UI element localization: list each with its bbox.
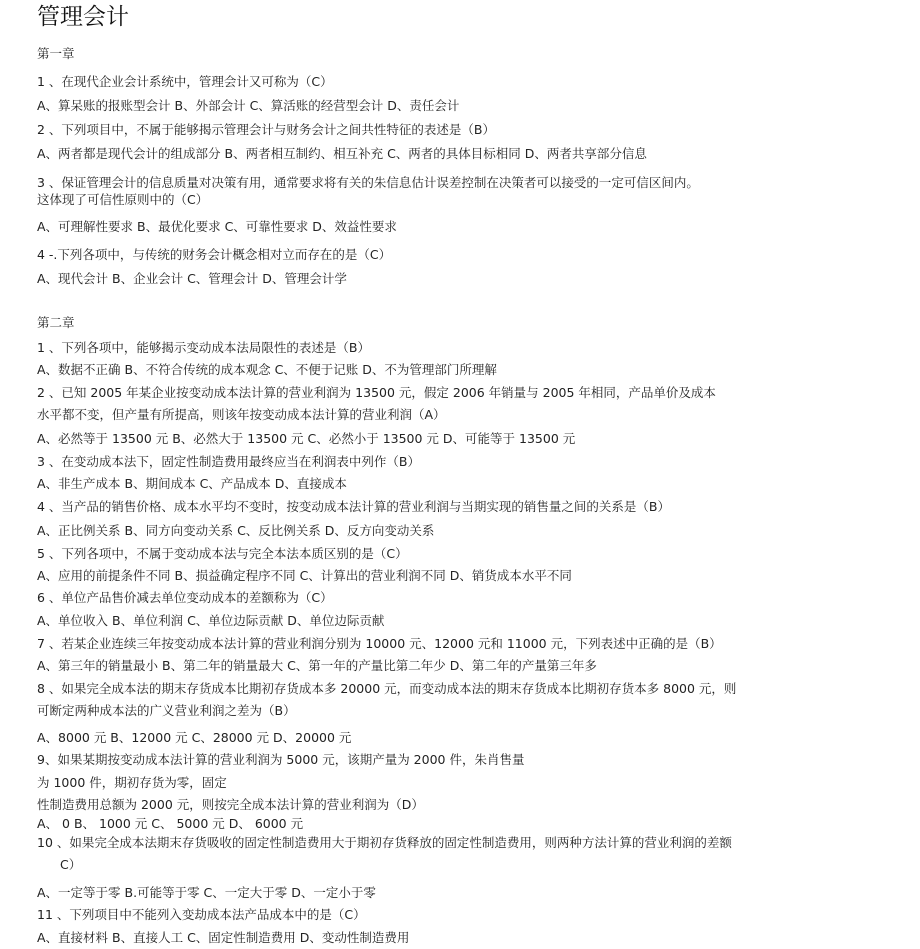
- ch1-question-4: 4 -.下列各项中，与传统的财务会计概念相对立而存在的是（C）: [37, 247, 392, 262]
- ch1-options-2: A、两者都是现代会计的组成部分 B、两者相互制约、相互补充 C、两者的具体目标相同 D、两者共享部分信息: [37, 146, 647, 161]
- ch2-question-11: 11 、下列项目中不能列入变劫成本法产品成本中的是（C）: [37, 907, 366, 922]
- ch2-options-10: A、一定等于零 B.可能等于零 C、一定大于零 D、一定小于零: [37, 885, 376, 900]
- ch2-question-1: 1 、下列各项中，能够揭示变动成本法局限性的表述是（B）: [37, 340, 371, 355]
- ch2-question-9-cont: 为 1000 件，期初存货为零，固定: [37, 775, 227, 790]
- ch2-question-6: 6 、单位产品售价减去单位变动成本的差额称为（C）: [37, 590, 333, 605]
- ch2-options-9: A、 0 B、 1000 元 C、 5000 元 D、 6000 元: [37, 816, 304, 831]
- chapter-2-heading: 第二章: [37, 315, 75, 330]
- ch1-options-1: A、算呆账的报账型会计 B、外部会计 C、算活账的经营型会计 D、责任会计: [37, 98, 460, 113]
- ch2-question-3: 3 、在变动成本法下，固定性制造费用最终应当在利润表中列作（B）: [37, 454, 421, 469]
- ch2-question-9-cont-2: 性制造费用总额为 2000 元，则按完全成本法计算的营业利润为（D）: [37, 797, 424, 812]
- ch2-options-11: A、直接材料 B、直接人工 C、固定性制造费用 D、变动性制造费用: [37, 930, 410, 945]
- ch2-question-2: 2 、已知 2005 年某企业按变动成本法计算的营业利润为 13500 元，假定 2006 年销量与 2005 年相同，产品单价及成本: [37, 385, 716, 400]
- ch1-question-2: 2 、下列项目中，不属于能够揭示管理会计与财务会计之间共性特征的表述是（B）: [37, 122, 496, 137]
- ch2-question-4: 4 、当产品的销售价格、成本水平均不变时，按变动成本法计算的营业利润与当期实现的销售量之间的关系是（B）: [37, 499, 671, 514]
- ch2-options-5: A、应用的前提条件不同 B、损益确定程序不同 C、计算出的营业利润不同 D、销货成本水平不同: [37, 568, 572, 583]
- ch2-question-7: 7 、若某企业连续三年按变动成本法计算的营业利润分别为 10000 元、12000 元和 11000 元，下列表述中正确的是（B）: [37, 636, 722, 651]
- ch2-question-2-cont: 水平都不变，但产量有所提高，则该年按变动成本法计算的营业利润（A）: [37, 407, 446, 422]
- ch2-question-9: 9、如果某期按变动成本法计算的营业利润为 5000 元，该期产量为 2000 件，朱肖售量: [37, 752, 525, 767]
- ch2-options-8: A、8000 元 B、12000 元 C、28000 元 D、20000 元: [37, 730, 352, 745]
- ch2-options-6: A、单位收入 B、单位利润 C、单位边际贡献 D、单位边际贡献: [37, 613, 385, 628]
- ch2-options-4: A、正比例关系 B、同方向变动关系 C、反比例关系 D、反方向变动关系: [37, 523, 435, 538]
- ch1-options-4: A、现代会计 B、企业会计 C、管理会计 D、管理会计学: [37, 271, 347, 286]
- ch2-question-8-cont: 可断定两种成本法的广义营业利润之差为（B）: [37, 703, 296, 718]
- ch1-question-3-cont: 这体现了可信性原则中的（C）: [37, 192, 209, 207]
- page-title: 管理会计: [37, 4, 129, 30]
- chapter-1-heading: 第一章: [37, 46, 75, 61]
- ch2-options-2: A、必然等于 13500 元 B、必然大于 13500 元 C、必然小于 13500 元 D、可能等于 13500 元: [37, 431, 576, 446]
- ch2-question-10-cont: C）: [60, 857, 82, 872]
- ch2-options-3: A、非生产成本 B、期间成本 C、产品成本 D、直接成本: [37, 476, 347, 491]
- ch1-options-3: A、可理解性要求 B、最优化要求 C、可靠性要求 D、效益性要求: [37, 219, 397, 234]
- ch1-question-1: 1 、在现代企业会计系统中，管理会计又可称为（C）: [37, 74, 333, 89]
- ch2-options-7: A、第三年的销量最小 B、第二年的销量最大 C、第一年的产量比第二年少 D、第二年的产量第三年多: [37, 658, 597, 673]
- ch2-question-8: 8 、如果完全成本法的期末存货成本比期初存货成本多 20000 元，而变动成本法的期末存货成本比期初存货本多 8000 元，则: [37, 681, 737, 696]
- ch2-question-10: 10 、如果完全成本法期末存货吸收的固定性制造费用大于期初存货释放的固定性制造费用，则两种方法计算的营业利润的差额: [37, 835, 732, 850]
- ch2-options-1: A、数据不正确 B、不符合传统的成本观念 C、不便于记账 D、不为管理部门所理解: [37, 362, 497, 377]
- ch1-question-3: 3 、保证管理会计的信息质量对决策有用，通常要求将有关的朱信息估计误差控制在决策者可以接受的一定可信区间内。: [37, 175, 699, 190]
- ch2-question-5: 5 、下列各项中，不属于变动成本法与完全本法本质区别的是（C）: [37, 546, 408, 561]
